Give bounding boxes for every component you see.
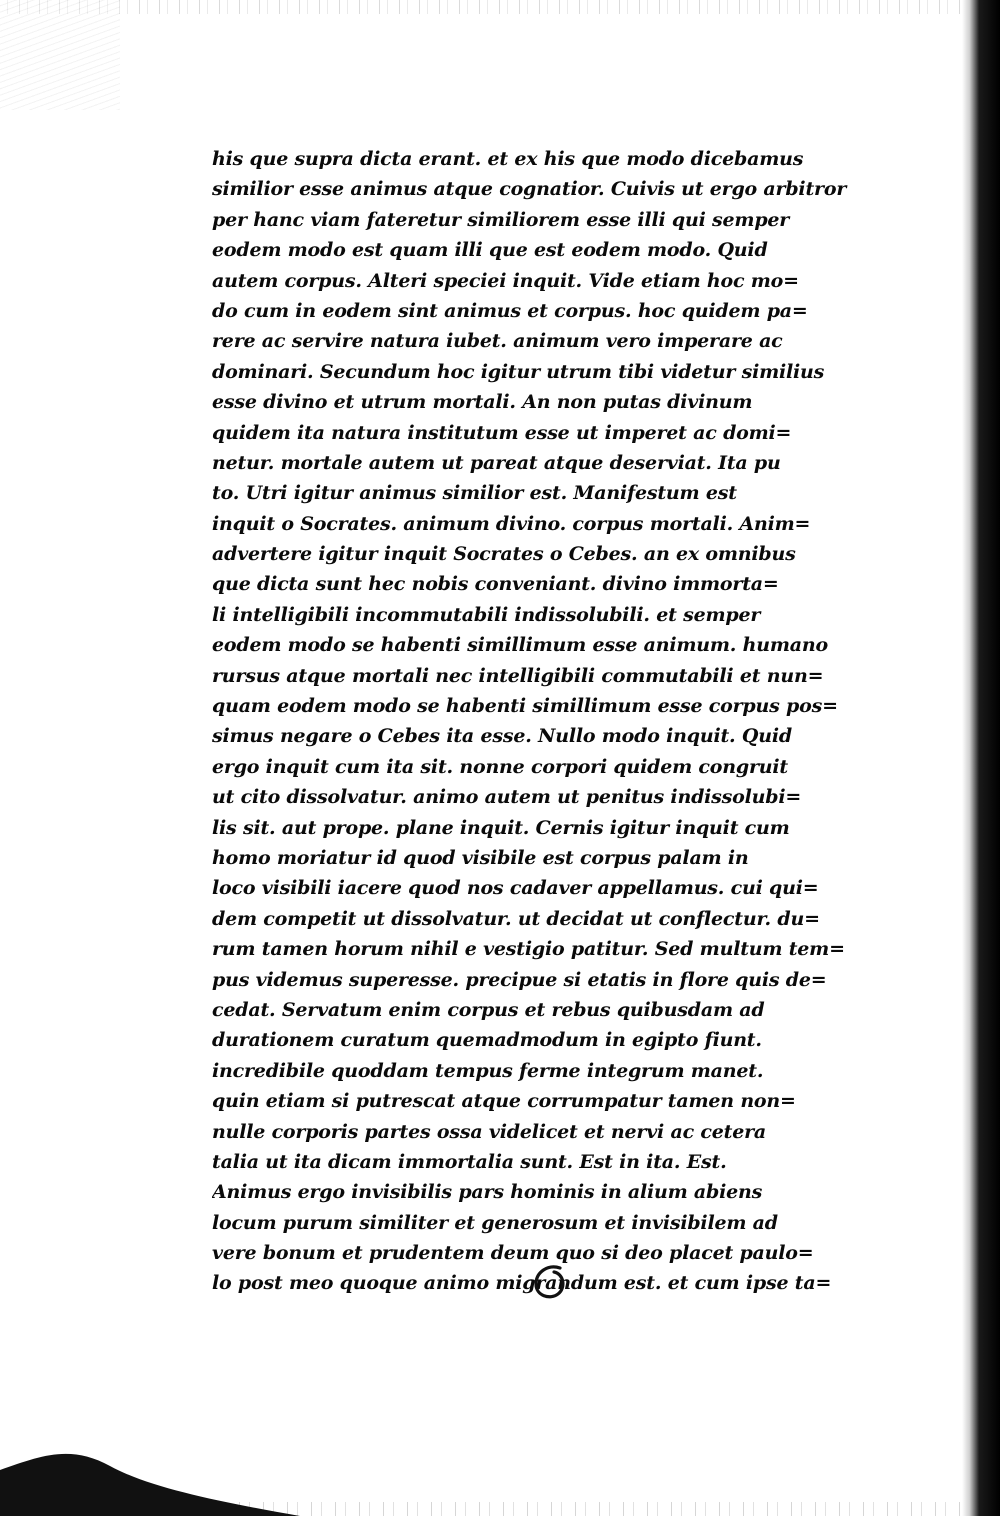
text-line: quin etiam si putrescat atque corrumpatur tamen non= bbox=[212, 1090, 796, 1113]
text-line: eodem modo se habenti simillimum esse animum. humano bbox=[212, 634, 828, 657]
text-line: vere bonum et prudentem deum quo si deo placet paulo= bbox=[212, 1242, 814, 1265]
text-line: lis sit. aut prope. plane inquit. Cernis igitur inquit cum bbox=[212, 816, 790, 839]
text-line: lo post meo quoque animo migrandum est. et cum ipse ta= bbox=[212, 1272, 832, 1295]
text-line: li intelligibili incommutabili indissolubili. et semper bbox=[212, 603, 761, 626]
text-line: locum purum similiter et generosum et invisibilem ad bbox=[212, 1211, 778, 1234]
text-line: rere ac servire natura iubet. animum vero imperare ac bbox=[212, 330, 783, 353]
text-line: loco visibili iacere quod nos cadaver appellamus. cui qui= bbox=[212, 877, 819, 900]
text-line: ut cito dissolvatur. animo autem ut penitus indissolubi= bbox=[212, 786, 802, 809]
binding-edge bbox=[962, 0, 1000, 1516]
text-line: cedat. Servatum enim corpus et rebus quibusdam ad bbox=[212, 998, 765, 1021]
text-line: netur. mortale autem ut pareat atque deserviat. Ita pu bbox=[212, 451, 781, 474]
scan-noise-top bbox=[0, 0, 960, 14]
text-line: do cum in eodem sint animus et corpus. hoc quidem pa= bbox=[212, 299, 808, 322]
text-line: inquit o Socrates. animum divino. corpus mortali. Anim= bbox=[212, 512, 811, 535]
text-line: incredibile quoddam tempus ferme integrum manet. bbox=[212, 1059, 764, 1082]
text-line: nulle corporis partes ossa videlicet et nervi ac cetera bbox=[212, 1120, 767, 1143]
text-line: simus negare o Cebes ita esse. Nullo modo inquit. Quid bbox=[212, 725, 792, 748]
thumb-shadow bbox=[0, 1436, 300, 1516]
text-line: advertere igitur inquit Socrates o Cebes. an ex omnibus bbox=[212, 543, 796, 566]
text-line: esse divino et utrum mortali. An non putas divinum bbox=[212, 391, 753, 414]
text-line: pus videmus superesse. precipue si etatis in flore quis de= bbox=[212, 968, 827, 991]
text-line: his que supra dicta erant. et ex his que modo dicebamus bbox=[212, 148, 804, 170]
text-line: quidem ita natura institutum esse ut imperet ac domi= bbox=[212, 421, 792, 444]
text-line: dem competit ut dissolvatur. ut decidat ut conflectur. du= bbox=[212, 907, 820, 930]
text-line: quam eodem modo se habenti simillimum esse corpus pos= bbox=[212, 695, 838, 718]
text-line: similior esse animus atque cognatior. Cuivis ut ergo arbitror bbox=[212, 178, 847, 201]
text-line: que dicta sunt hec nobis conveniant. divino immorta= bbox=[212, 573, 779, 596]
text-line: ergo inquit cum ita sit. nonne corpori quidem congruit bbox=[212, 755, 788, 778]
text-line: to. Utri igitur animus similior est. Manifestum est bbox=[212, 482, 737, 505]
text-line: autem corpus. Alteri speciei inquit. Vide etiam hoc mo= bbox=[212, 269, 799, 292]
text-line: per hanc viam fateretur similiorem esse illi qui semper bbox=[212, 208, 790, 231]
text-line: talia ut ita dicam immortalia sunt. Est in ita. Est. bbox=[212, 1150, 727, 1173]
text-line: dominari. Secundum hoc igitur utrum tibi videtur similius bbox=[212, 360, 825, 383]
text-line: eodem modo est quam illi que est eodem modo. Quid bbox=[212, 239, 768, 262]
text-line: rum tamen horum nihil e vestigio patitur. Sed multum tem= bbox=[212, 938, 845, 961]
text-line: Animus ergo invisibilis pars hominis in alium abiens bbox=[212, 1181, 763, 1204]
manuscript-text bbox=[212, 144, 892, 1299]
text-line: rursus atque mortali nec intelligibili commutabili et nun= bbox=[212, 664, 824, 687]
quire-mark-icon bbox=[530, 1262, 574, 1302]
scan-noise-left bbox=[0, 0, 120, 110]
text-line: durationem curatum quemadmodum in egipto fiunt. bbox=[212, 1029, 762, 1052]
text-line: homo moriatur id quod visibile est corpus palam in bbox=[212, 846, 749, 869]
